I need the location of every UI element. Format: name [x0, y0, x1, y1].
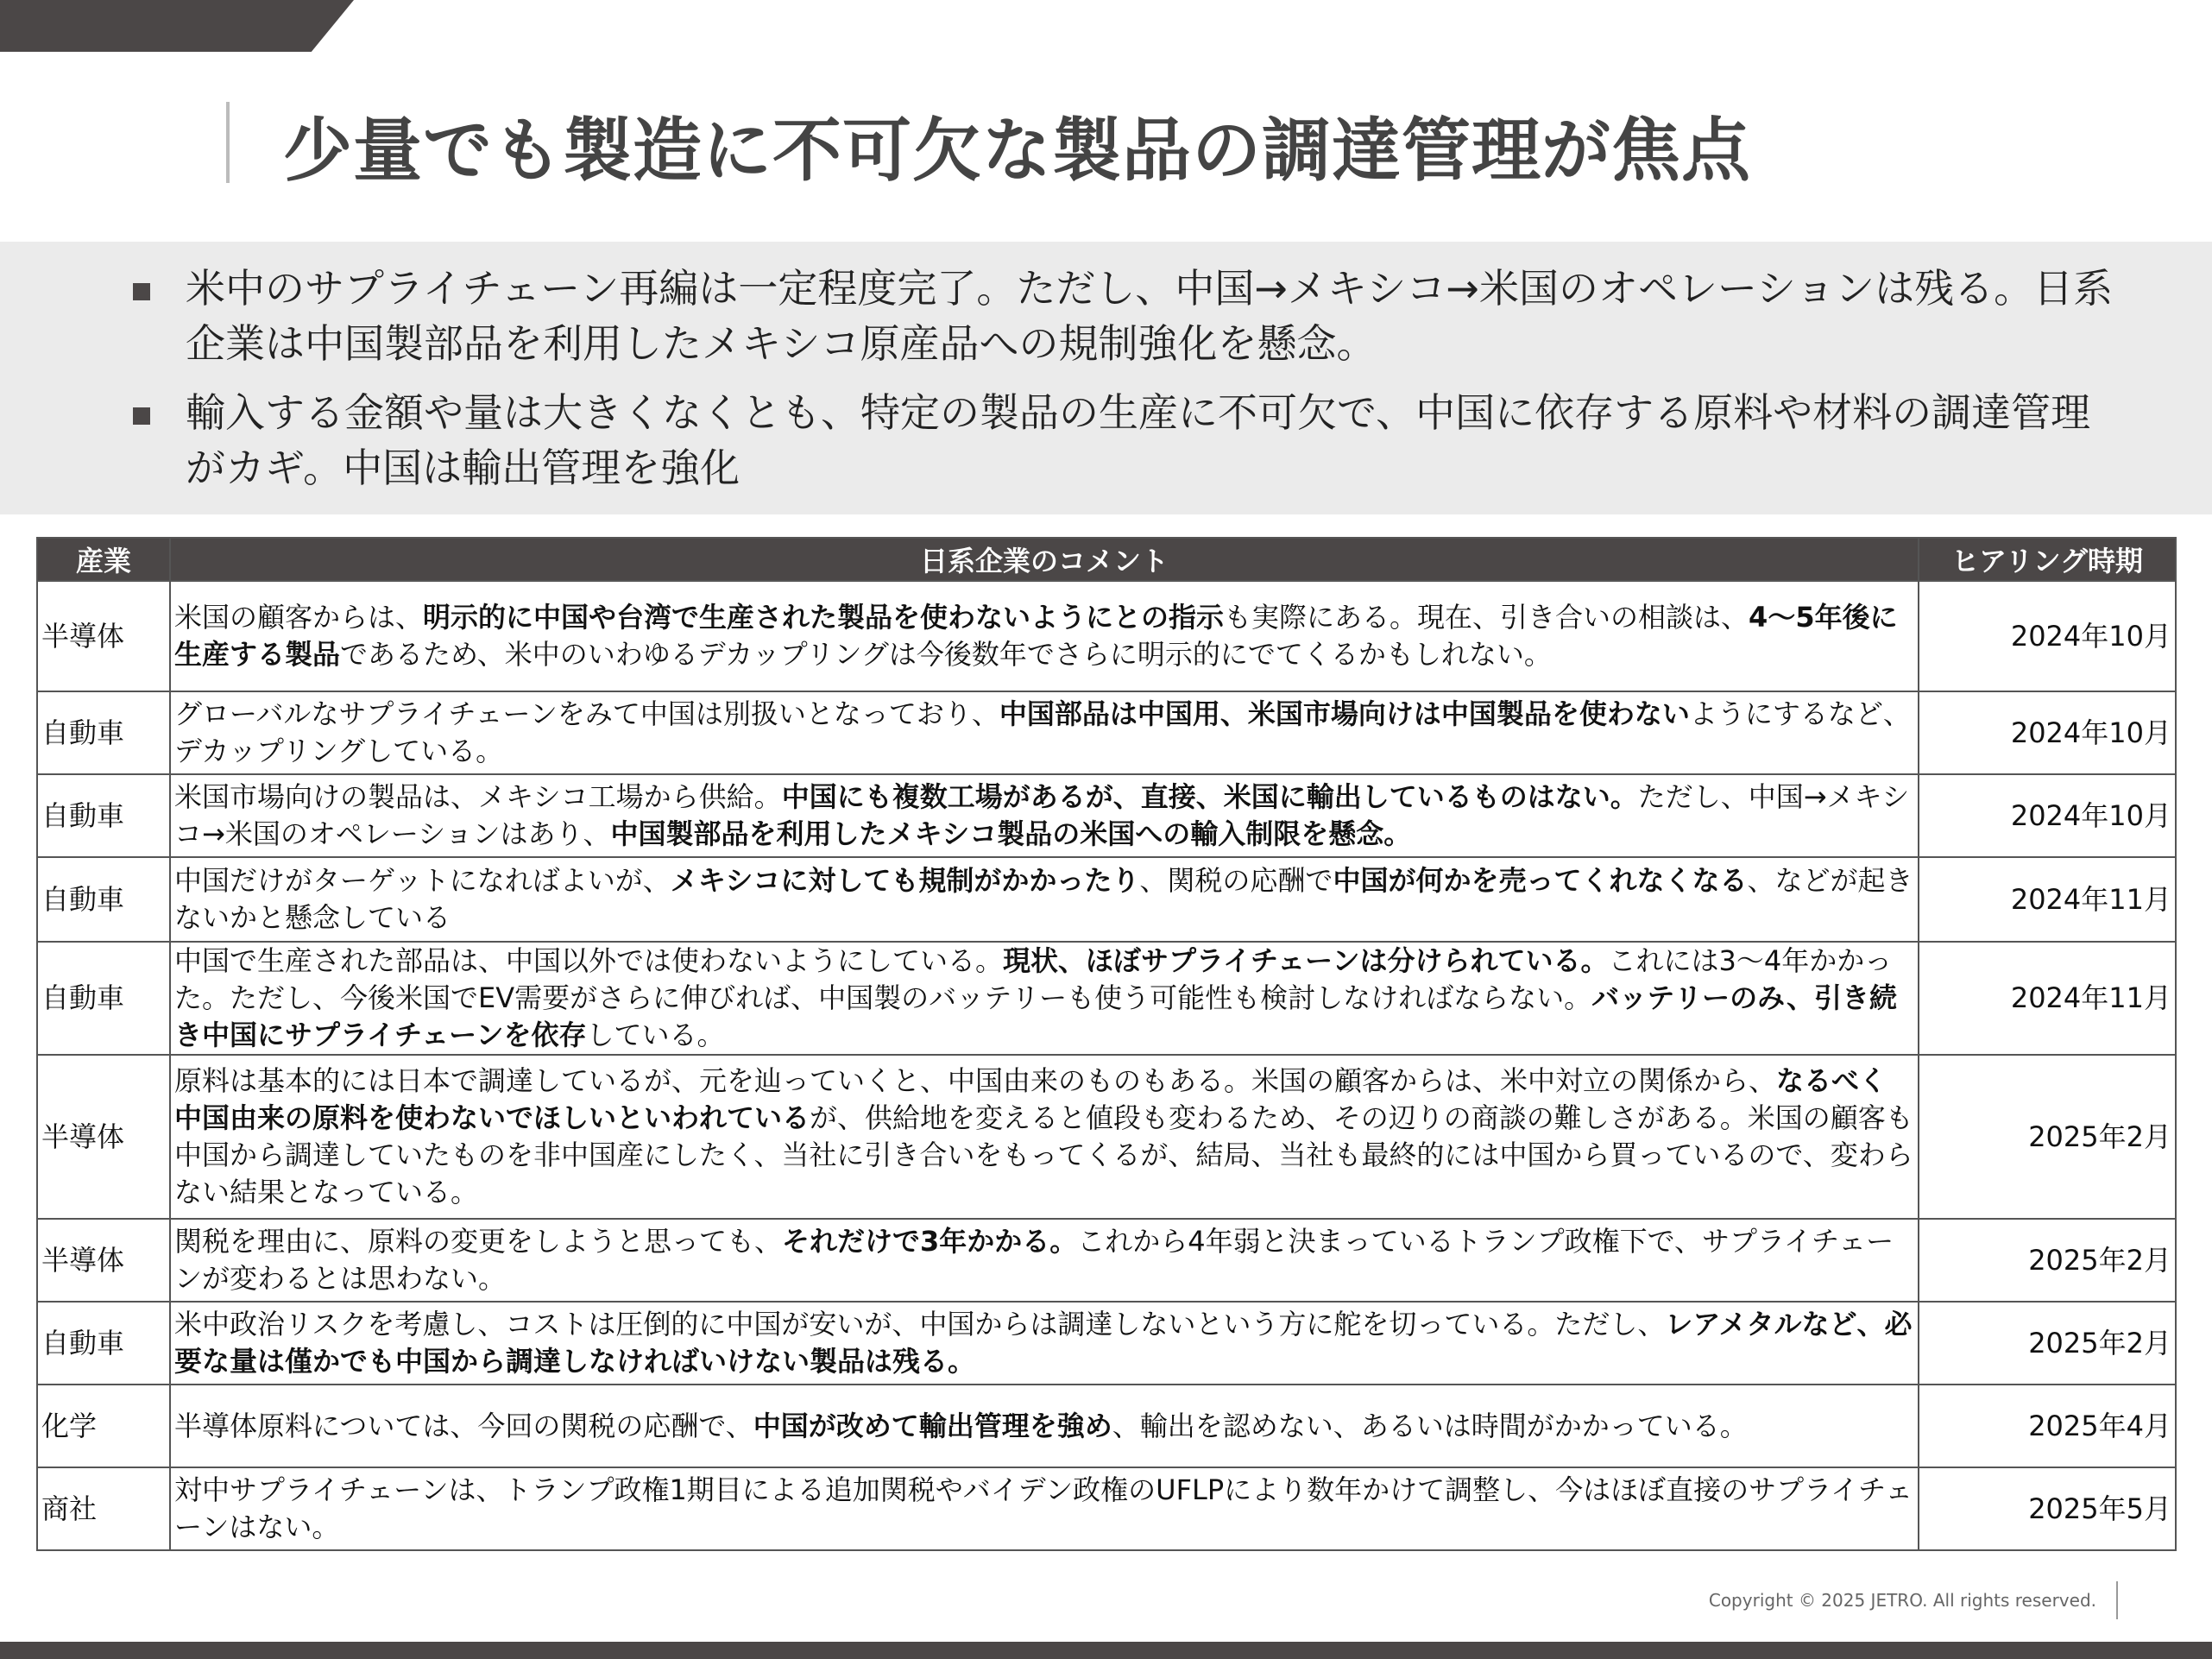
- hearing-date-cell: 2024年11月: [1919, 857, 2176, 942]
- comment-text: している。: [586, 1019, 725, 1051]
- industry-cell: 半導体: [37, 1055, 170, 1219]
- comment-cell: [170, 774, 1919, 857]
- industry-cell: 半導体: [37, 1219, 170, 1302]
- title-accent-bar: [226, 102, 230, 183]
- bottom-band-decoration: [0, 1642, 2212, 1659]
- industry-cell: 自動車: [37, 942, 170, 1055]
- table-row: [37, 774, 2176, 857]
- comment-text: も実際にある。現在、引き合いの相談は、: [1224, 601, 1749, 634]
- table-row: [37, 857, 2176, 942]
- table-row: [37, 1385, 2176, 1467]
- hearing-date-cell: 2025年2月: [1919, 1302, 2176, 1385]
- comment-cell: [170, 1219, 1919, 1302]
- comment-emphasis: 現状、ほぼサプライチェーンは分けられている。: [1003, 944, 1609, 977]
- comment-text: 対中サプライチェーンは、トランプ政権1期目による追加関税やバイデン政権のUFLPにより数年かけて調整し、今はほぼ直接のサプライチェーンはない。: [174, 1473, 1913, 1543]
- comment-emphasis: バッテリーのみ、引き続き中国にサプライチェーンを依存: [174, 981, 1898, 1051]
- hearing-date-cell: 2025年2月: [1919, 1055, 2176, 1219]
- copyright: Copyright © 2025 JETRO. All rights reserved.: [1708, 1590, 2096, 1611]
- comment-emphasis: 中国が何かを売ってくれなくなる: [1333, 864, 1748, 897]
- header-comment: 日系企業のコメント: [170, 538, 1919, 581]
- comment-text: が、供給地を変えると値段も変わるため、その辺りの商談の難しさがある。米国の顧客も中国から調達していたものを非中国産にしたく、当社に引き合いをもってくるが、結局、当社も最終的には中国から買っているので、変わらない結果となっている。: [174, 1101, 1913, 1208]
- footer-divider: [2116, 1581, 2118, 1619]
- comment-text: 米国市場向けの製品は、メキシコ工場から供給。: [174, 780, 782, 813]
- square-bullet-icon: [133, 407, 150, 425]
- comment-text: ようにするなど、デカップリングしている。: [174, 697, 1911, 767]
- table-row: [37, 581, 2176, 691]
- hearing-date-cell: 2025年2月: [1919, 1219, 2176, 1302]
- comment-cell: [170, 942, 1919, 1055]
- comment-text: 半導体原料については、今回の関税の応酬で、: [174, 1409, 753, 1442]
- comment-text: であるため、米中のいわゆるデカップリングは今後数年でさらに明示的にでてくるかもしれない。: [340, 638, 1552, 671]
- table-row: [37, 1219, 2176, 1302]
- table-row: [37, 1302, 2176, 1385]
- comment-emphasis: メキシコに対しても規制がかかったり: [670, 864, 1140, 897]
- table-row: [37, 1467, 2176, 1550]
- industry-cell: 半導体: [37, 581, 170, 691]
- summary-bullet: [129, 261, 2114, 371]
- comment-cell: [170, 1055, 1919, 1219]
- corner-tab-decoration: [0, 0, 354, 52]
- hearing-date-cell: 2024年10月: [1919, 774, 2176, 857]
- comment-text: 米中政治リスクを考慮し、コストは圧倒的に中国が安いが、中国からは調達しないという方に舵を切っている。ただし、: [174, 1308, 1666, 1340]
- comment-text: 中国だけがターゲットになればよいが、: [174, 864, 671, 897]
- industry-cell: 自動車: [37, 691, 170, 774]
- comment-emphasis: 中国にも複数工場があるが、直接、米国に輸出しているものはない。: [781, 780, 1638, 813]
- comment-text: グローバルなサプライチェーンをみて中国は別扱いとなっており、: [174, 697, 999, 730]
- comment-cell: [170, 1467, 1919, 1550]
- comment-emphasis: それだけで3年かかる。: [782, 1225, 1078, 1258]
- comment-emphasis: 4～5年後に生産する製品: [174, 601, 1898, 671]
- table-row: [37, 691, 2176, 774]
- hearing-date-cell: 2024年10月: [1919, 691, 2176, 774]
- comment-text: 、などが起きないかと懸念している: [174, 864, 1913, 934]
- comment-cell: [170, 581, 1919, 691]
- hearing-date-cell: 2024年11月: [1919, 942, 2176, 1055]
- comment-text: これには3～4年かかった。ただし、今後米国でEV需要がさらに伸びれば、中国製のバッテリーも使う可能性も検討しなければならない。: [174, 944, 1893, 1014]
- comment-emphasis: 中国が改めて輸出管理を強め: [753, 1409, 1112, 1442]
- table-body: [37, 581, 2176, 1550]
- summary-bullets: [129, 261, 2114, 509]
- comment-text: 中国で生産された部品は、中国以外では使わないようにしている。: [174, 944, 1004, 977]
- comment-text: 米国の顧客からは、: [174, 601, 424, 634]
- industry-cell: 化学: [37, 1385, 170, 1467]
- summary-bullet: [129, 385, 2114, 495]
- comment-emphasis: 明示的に中国や台湾で生産された製品を使わないようにとの指示: [423, 601, 1225, 634]
- industry-cell: 自動車: [37, 1302, 170, 1385]
- table-header-row: [37, 538, 2176, 581]
- comment-text: ただし、中国→メキシコ→米国のオペレーションはあり、: [174, 780, 1910, 850]
- industry-cell: 商社: [37, 1467, 170, 1550]
- comment-cell: [170, 1385, 1919, 1467]
- comment-emphasis: 中国部品は中国用、米国市場向けは中国製品を使わない: [999, 697, 1690, 730]
- comment-cell: [170, 857, 1919, 942]
- square-bullet-icon: [133, 283, 150, 300]
- hearing-date-cell: 2024年10月: [1919, 581, 2176, 691]
- hearing-date-cell: 2025年4月: [1919, 1385, 2176, 1467]
- summary-bullet-text: 輸入する金額や量は大きくなくとも、特定の製品の生産に不可欠で、中国に依存する原料や材料の調達管理がカギ。中国は輸出管理を強化: [186, 389, 2091, 491]
- comment-emphasis: 中国製部品を利用したメキシコ製品の米国への輸入制限を懸念。: [610, 817, 1412, 850]
- table-row: [37, 942, 2176, 1055]
- company-comments-table: [36, 537, 2177, 1551]
- comment-emphasis: レアメタルなど、必要な量は僅かでも中国から調達しなければいけない製品は残る。: [174, 1308, 1913, 1378]
- hearing-date-cell: 2025年5月: [1919, 1467, 2176, 1550]
- table-row: [37, 1055, 2176, 1219]
- comment-cell: [170, 691, 1919, 774]
- industry-cell: 自動車: [37, 857, 170, 942]
- header-industry: 産業: [37, 538, 170, 581]
- comment-text: 関税を理由に、原料の変更をしようと思っても、: [174, 1225, 783, 1258]
- comment-text: これから4年弱と決まっているトランプ政権下で、サプライチェーンが変わるとは思わない。: [174, 1225, 1894, 1295]
- comment-cell: [170, 1302, 1919, 1385]
- comment-text: 、輸出を認めない、あるいは時間がかかっている。: [1112, 1409, 1748, 1442]
- comment-emphasis: なるべく中国由来の原料を使わないでほしいといわれている: [174, 1064, 1887, 1134]
- comment-text: 、関税の応酬で: [1139, 864, 1333, 897]
- summary-bullet-text: 米中のサプライチェーン再編は一定程度完了。ただし、中国→メキシコ→米国のオペレーションは残る。日系企業は中国製部品を利用したメキシコ原産品への規制強化を懸念。: [186, 265, 2114, 367]
- page-title: 少量でも製造に不可欠な製品の調達管理が焦点: [283, 110, 1751, 191]
- comment-text: 原料は基本的には日本で調達しているが、元を辿っていくと、中国由来のものもある。米国の顧客からは、米中対立の関係から、: [174, 1064, 1777, 1097]
- industry-cell: 自動車: [37, 774, 170, 857]
- header-hearing-date: ヒアリング時期: [1919, 538, 2176, 581]
